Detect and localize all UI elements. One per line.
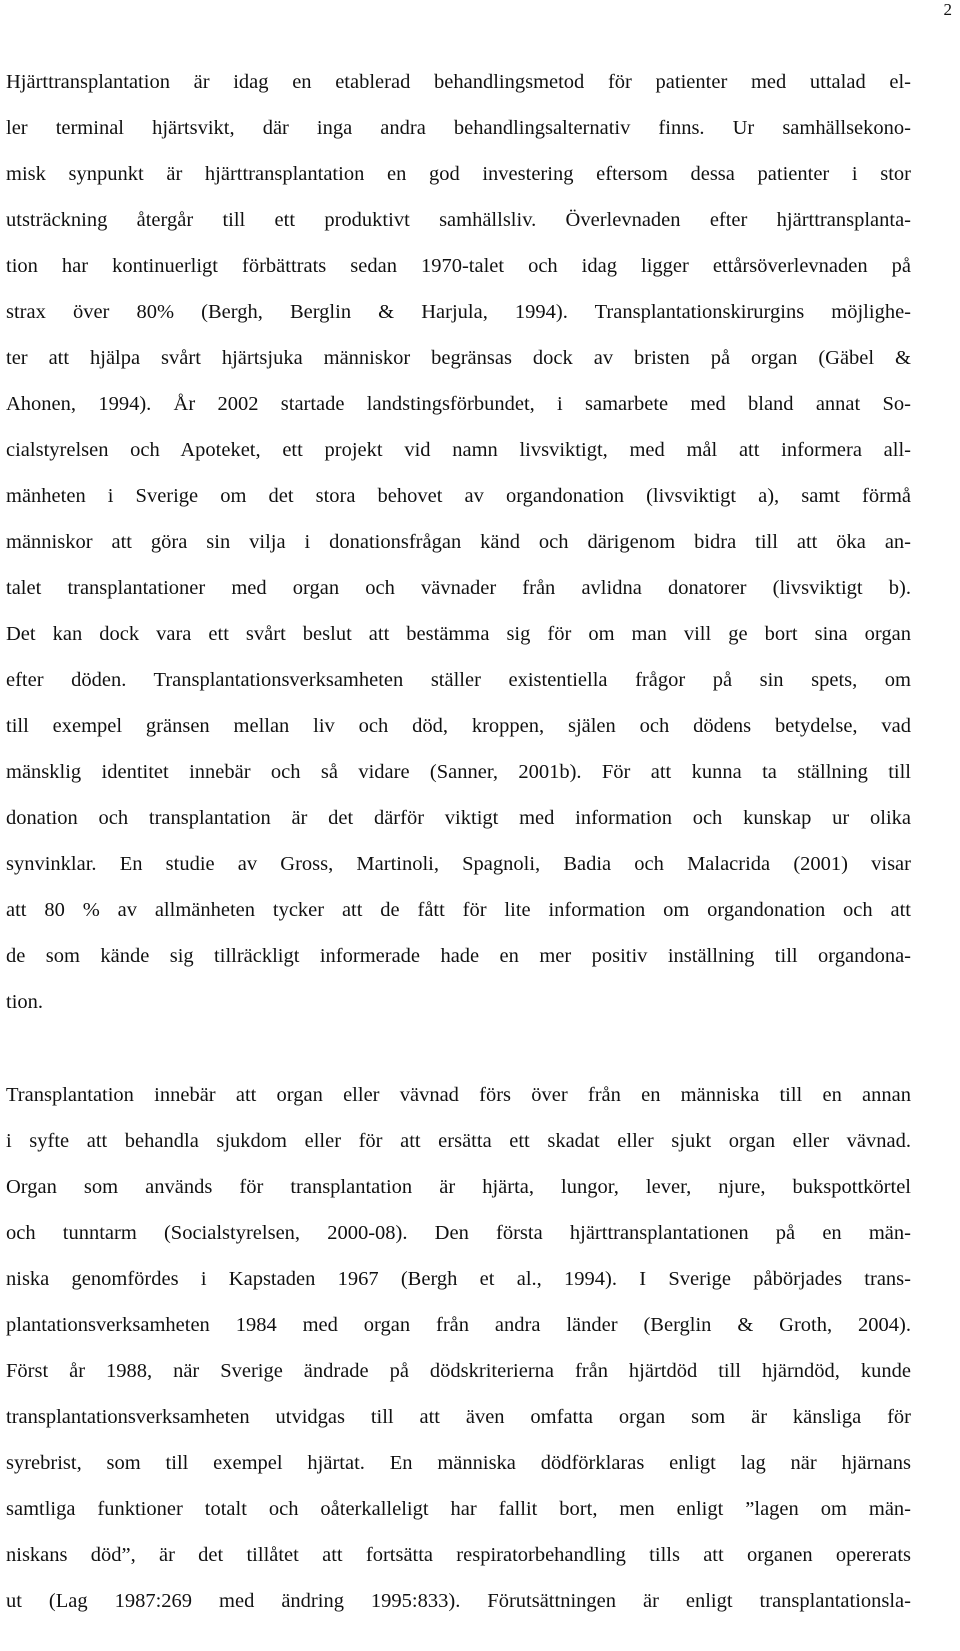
text-line: de som kände sig tillräckligt informerade hade en mer positiv inställning till organdona-: [6, 945, 911, 967]
text-line: niska genomfördes i Kapstaden 1967 (Bergh et al., 1994). I Sverige påbörjades trans-: [6, 1268, 911, 1290]
text-line: tion.: [6, 991, 44, 1013]
text-line: strax över 80% (Bergh, Berglin & Harjula, 1994). Transplantationskirurgins möjlighe-: [6, 301, 911, 323]
text-line: Hjärttransplantation är idag en etablerad behandlingsmetod för patienter med uttalad el-: [6, 71, 911, 93]
text-line: Det kan dock vara ett svårt beslut att bestämma sig för om man vill ge bort sina organ: [6, 623, 911, 645]
text-line: syrebrist, som till exempel hjärtat. En människa dödförklaras enligt lag när hjärnans: [6, 1452, 911, 1474]
text-line: utsträckning återgår till ett produktivt samhällsliv. Överlevnaden efter hjärttransplanta-: [6, 209, 911, 231]
text-line: att 80 % av allmänheten tycker att de fått för lite information om organdonation och att: [6, 899, 911, 921]
text-line: Först år 1988, när Sverige ändrade på dödskriterierna från hjärtdöd till hjärndöd, kunde: [6, 1360, 911, 1382]
text-line: ut (Lag 1987:269 med ändring 1995:833). Förutsättningen är enligt transplantationsla-: [6, 1590, 911, 1612]
text-line: efter döden. Transplantationsverksamheten ställer existentiella frågor på sin spets, om: [6, 669, 911, 691]
text-line: till exempel gränsen mellan liv och död, kroppen, själen och dödens betydelse, vad: [6, 715, 911, 737]
text-line: Ahonen, 1994). År 2002 startade landstingsförbundet, i samarbete med bland annat So-: [6, 393, 911, 415]
text-line: ler terminal hjärtsvikt, där inga andra behandlingsalternativ finns. Ur samhällsekono-: [6, 117, 911, 139]
text-line: transplantationsverksamheten utvidgas till att även omfatta organ som är känsliga för: [6, 1406, 911, 1428]
text-line: synvinklar. En studie av Gross, Martinoli, Spagnoli, Badia och Malacrida (2001) visar: [6, 853, 911, 875]
text-line: i syfte att behandla sjukdom eller för att ersätta ett skadat eller sjukt organ eller vävnad.: [6, 1130, 911, 1152]
text-line: samtliga funktioner totalt och oåterkalleligt har fallit bort, men enligt ”lagen om män-: [6, 1498, 911, 1520]
page-number: 2: [943, 0, 952, 19]
text-line: människor att göra sin vilja i donationsfrågan känd och därigenom bidra till att öka an-: [6, 531, 911, 553]
text-line: talet transplantationer med organ och vävnader från avlidna donatorer (livsviktigt b).: [6, 577, 911, 599]
text-line: tion har kontinuerligt förbättrats sedan 1970-talet och idag ligger ettårsöverlevnaden på: [6, 255, 911, 277]
text-line: mänsklig identitet innebär och så vidare (Sanner, 2001b). För att kunna ta ställning till: [6, 761, 911, 783]
text-line: donation och transplantation är det därför viktigt med information och kunskap ur olika: [6, 807, 911, 829]
text-line: och tunntarm (Socialstyrelsen, 2000-08). Den första hjärttransplantationen på en män-: [6, 1222, 911, 1244]
text-line: Organ som används för transplantation är hjärta, lungor, lever, njure, bukspottkörtel: [6, 1176, 911, 1198]
text-line: ter att hjälpa svårt hjärtsjuka människor begränsas dock av bristen på organ (Gäbel &: [6, 347, 911, 369]
text-line: mänheten i Sverige om det stora behovet av organdonation (livsviktigt a), samt förmå: [6, 485, 911, 507]
text-line: misk synpunkt är hjärttransplantation en god investering eftersom dessa patienter i stor: [6, 163, 911, 185]
text-line: cialstyrelsen och Apoteket, ett projekt vid namn livsviktigt, med mål att informera all-: [6, 439, 911, 461]
text-line: Transplantation innebär att organ eller vävnad förs över från en människa till en annan: [6, 1084, 911, 1106]
text-line: plantationsverksamheten 1984 med organ från andra länder (Berglin & Groth, 2004).: [6, 1314, 911, 1336]
text-line: niskans död”, är det tillåtet att fortsätta respiratorbehandling tills att organen opererats: [6, 1544, 911, 1566]
